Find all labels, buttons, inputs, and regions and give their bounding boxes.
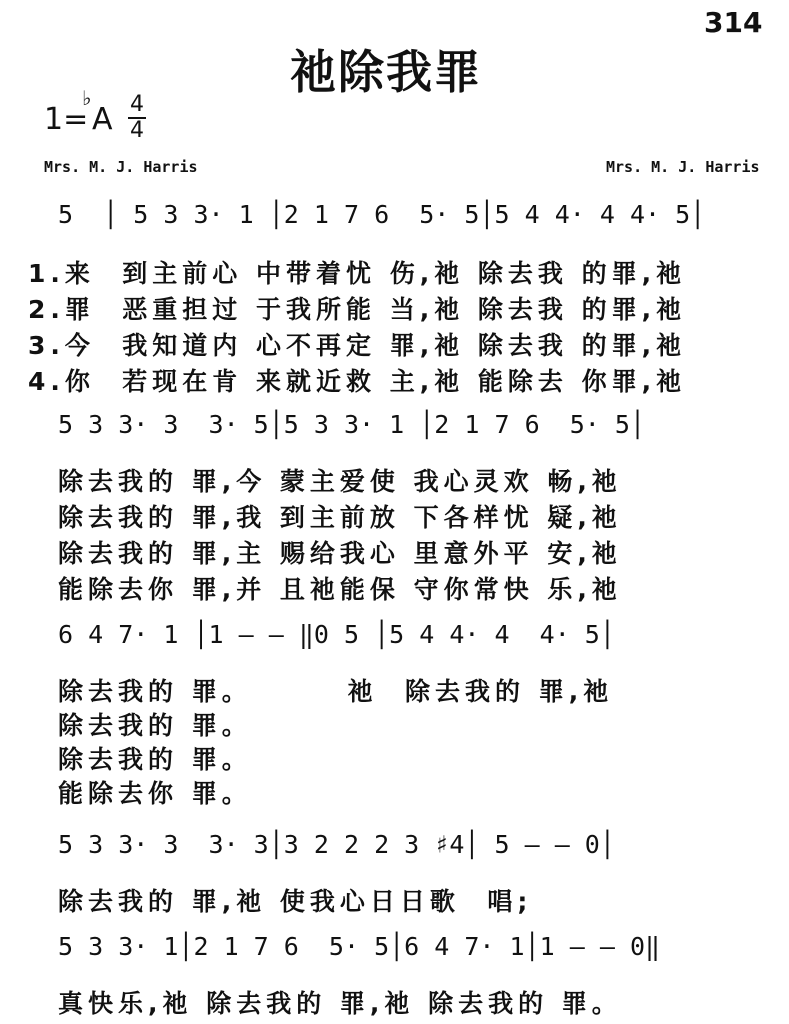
key-note: A: [92, 102, 113, 137]
notation-line-3: 6 4 7· 1 │1 — — ‖0 5 │5 4 4· 4 4· 5│: [58, 620, 615, 649]
time-top: 4: [130, 92, 144, 117]
notation-line-1: 5 │ 5 3 3· 1 │2 1 7 6 5· 5│5 4 4· 4 4· 5│: [58, 200, 706, 229]
time-signature: [128, 94, 146, 142]
verse-line-3-4: 能除去你 罪。: [58, 779, 252, 808]
verse-line-3-2: 除去我的 罪。: [58, 711, 252, 740]
notation-line-5: 5 3 3· 1│2 1 7 6 5· 5│6 4 7· 1│1 — — 0‖: [58, 932, 661, 961]
page-number: 314: [704, 6, 763, 39]
flat-sign: ♭: [82, 86, 92, 110]
key-prefix: 1=: [44, 102, 89, 137]
verse-line-2-3: 除去我的 罪,主 赐给我心 里意外平 安,祂: [58, 539, 622, 568]
key-signature: [44, 86, 144, 143]
verse-line-2-1: 除去我的 罪,今 蒙主爱使 我心灵欢 畅,祂: [58, 467, 622, 496]
verse-line-3-3: 除去我的 罪。: [58, 745, 252, 774]
verse-line-3-1: 除去我的 罪。 祂 除去我的 罪,祂: [58, 677, 614, 706]
verse-line-2-4: 能除去你 罪,并 且祂能保 守你常快 乐,祂: [58, 575, 622, 604]
verse-line-1-2: 2.罪 恶重担过 于我所能 当,祂 除去我 的罪,祂: [28, 295, 687, 324]
composer-credit: Mrs. M. J. Harris: [606, 158, 760, 176]
verse-line-1-3: 3.今 我知道内 心不再定 罪,祂 除去我 的罪,祂: [28, 331, 687, 360]
verse-line-1-1: 1.来 到主前心 中带着忧 伤,祂 除去我 的罪,祂: [28, 259, 687, 288]
chorus-line-2: 真快乐,祂 除去我的 罪,祂 除去我的 罪。: [58, 989, 622, 1018]
chorus-line-1: 除去我的 罪,祂 使我心日日歌 唱;: [58, 887, 533, 916]
lyricist-credit: Mrs. M. J. Harris: [44, 158, 198, 176]
verse-line-2-2: 除去我的 罪,我 到主前放 下各样忧 疑,祂: [58, 503, 622, 532]
notation-line-4: 5 3 3· 3 3· 3│3 2 2 2 3 ♯4│ 5 — — 0│: [58, 830, 615, 859]
notation-line-2: 5 3 3· 3 3· 5│5 3 3· 1 │2 1 7 6 5· 5│: [58, 410, 645, 439]
verse-line-1-4: 4.你 若现在肯 来就近救 主,祂 能除去 你罪,祂: [28, 367, 687, 396]
song-title: 祂除我罪: [290, 45, 482, 99]
time-bottom: 4: [130, 118, 144, 143]
